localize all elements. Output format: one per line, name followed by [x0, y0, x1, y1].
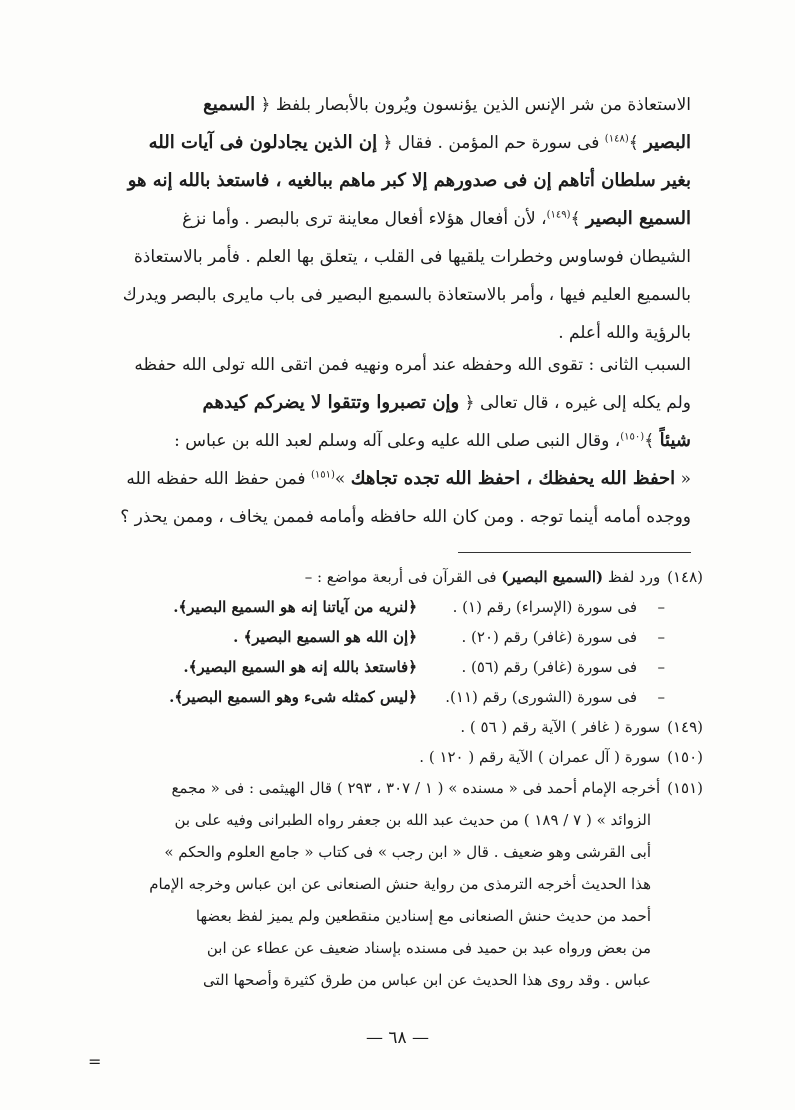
footnote-bold-term: (السميع البصير): [501, 568, 604, 586]
quoted-verse: السميع البصير: [585, 208, 691, 229]
footnote-151-line: الزوائد » ( ٧ / ١٨٩ ) من حديث عبد الله بن جعفر رواه الطبرانى وفيه على بن: [174, 811, 651, 829]
verse-quote: ﴿فاستعذ بالله إنه هو السميع البصير﴾.: [183, 658, 417, 676]
text-line: [103, 238, 691, 276]
paragraph-2: [103, 346, 691, 536]
footnote-number: (١٤٨): [667, 568, 703, 586]
text-line: [103, 200, 691, 238]
text-run: بالرؤية والله أعلم .: [558, 323, 691, 343]
text-run: ﴾: [570, 209, 586, 229]
quoted-verse: احفظ الله يحفظك ، احفظ الله تجده تجاهك: [350, 468, 676, 489]
verse-quote: ﴿لنريه من آياتنا إنه هو السميع البصير﴾.: [173, 598, 417, 616]
footnote-151-line: هذا الحديث أخرجه الترمذى من رواية حنش الصنعانى عن ابن عباس وخرجه الإمام: [149, 875, 651, 893]
text-line: [103, 276, 691, 314]
paragraph-1: [103, 86, 691, 352]
text-line: [103, 346, 691, 384]
footnote-number: (١٥١): [667, 779, 703, 797]
surah-reference: فى سورة (الإسراء) رقم (١) .: [452, 598, 637, 616]
verse-quote: ﴿ليس كمثله شىء وهو السميع البصير﴾.: [169, 688, 417, 706]
text-run: السبب الثانى : تقوى الله وحفظه عند أمره ونهيه فمن اتقى الله تولى الله حفظه: [134, 355, 691, 375]
footnote-151-line: عباس . وقد روى هذا الحديث عن ابن عباس من طرق كثيرة وأصحها التى: [203, 971, 651, 989]
footnote-text: سورة ( غافر ) الآية رقم ( ٥٦ ) .: [460, 718, 661, 736]
quoted-verse: إن الذين يجادلون فى آيات الله: [148, 132, 378, 153]
footnote-number: (١٥٠): [667, 748, 703, 766]
footnote-148-item: [103, 622, 703, 652]
list-dash: –: [657, 658, 665, 676]
quoted-verse: بغير سلطان أتاهم إن فى صدورهم إلا كبر ماهم ببالغيه ، فاستعذ بالله إنه هو: [127, 170, 691, 191]
text-line: [103, 124, 691, 162]
footnote-148-intro: [103, 562, 703, 592]
text-run: ، لأن أفعال هؤلاء أفعال معاينة ترى بالبصر . وأما نزغ: [182, 209, 547, 229]
footnote-separator: [458, 552, 691, 553]
surah-reference: فى سورة (الشورى) رقم (١١).: [445, 688, 637, 706]
footnote-151-line: أحمد من حديث حنش الصنعانى مع إسنادين منقطعين ولم يميز لفظ بعضها: [195, 907, 651, 925]
page-number: — ٦٨ —: [365, 1028, 430, 1048]
footnote-150: [103, 742, 703, 772]
text-run: «: [675, 469, 691, 489]
text-line: [103, 460, 691, 498]
continuation-mark: =: [88, 1052, 102, 1071]
text-run: الاستعاذة من شر الإنس الذين يؤنسون ويُرون بالأبصار بلفظ ﴿: [255, 95, 691, 115]
text-line: [103, 384, 691, 422]
text-line: [103, 86, 691, 124]
footnote-ref: (١٤٩): [546, 209, 571, 221]
text-run: فى سورة حم المؤمن . فقال ﴿: [377, 133, 605, 153]
footnote-ref: (١٤٨): [604, 133, 629, 145]
footnote-151-line: أبى القرشى وهو ضعيف . قال « ابن رجب » فى كتاب « جامع العلوم والحكم »: [164, 843, 651, 861]
footnote-number: (١٤٩): [667, 718, 703, 736]
footnote-text: ورد لفظ: [603, 568, 661, 586]
text-run: الشيطان فوساوس وخطرات يلقيها فى القلب ، يتعلق بها العلم . فأمر بالاستعاذة: [133, 247, 691, 267]
quoted-verse: شيئاً: [659, 430, 691, 451]
footnote-ref: (١٥١): [310, 469, 335, 481]
text-run: »: [334, 469, 351, 489]
footnote-148-item: [103, 592, 703, 622]
verse-quote: ﴿إن الله هو السميع البصير﴾ .: [233, 628, 417, 646]
quoted-verse: البصير: [644, 132, 691, 153]
text-run: ، وقال النبى صلى الله عليه وعلى آله وسلم لعبد الله بن عباس :: [174, 431, 621, 451]
text-run: ﴾: [628, 133, 645, 153]
list-dash: –: [657, 688, 665, 706]
quoted-verse: السميع: [203, 94, 256, 115]
footnote-149: [103, 712, 703, 742]
text-run: ولم يكله إلى غيره ، قال تعالى ﴿: [459, 393, 691, 413]
quoted-verse: وإن تصبروا وتتقوا لا يضركم كيدهم: [202, 392, 460, 413]
footnote-151: [103, 772, 703, 804]
surah-reference: فى سورة (غافر) رقم (٢٠) .: [461, 628, 637, 646]
footnote-ref: (١٥٠): [620, 431, 645, 443]
footnote-151-line: من بعض ورواه عبد بن حميد فى مسنده بإسناد ضعيف عن عطاء عن ابن: [206, 939, 651, 957]
text-run: ﴾: [644, 431, 660, 451]
text-line: [103, 498, 691, 536]
footnote-148-item: [103, 682, 703, 712]
list-dash: –: [657, 628, 665, 646]
text-run: بالسميع العليم فيها ، وأمر بالاستعاذة بالسميع البصير فى باب مايرى بالبصر ويدرك: [122, 285, 691, 305]
footnote-text: سورة ( آل عمران ) الآية رقم ( ١٢٠ ) .: [419, 748, 661, 766]
list-dash: –: [657, 598, 665, 616]
text-run: فمن حفظ الله حفظه الله: [126, 469, 311, 489]
text-run: ووجده أمامه أينما توجه . ومن كان الله حافظه وأمامه فممن يخاف ، وممن يحذر ؟: [120, 507, 691, 527]
footnote-text: أخرجه الإمام أحمد فى « مسنده » ( ١ / ٣٠٧ ، ٢٩٣ ) قال الهيثمى : فى « مجمع: [171, 779, 661, 797]
text-line: [103, 422, 691, 460]
surah-reference: فى سورة (غافر) رقم (٥٦) .: [461, 658, 637, 676]
text-line: [103, 162, 691, 200]
footnote-text: فى القرآن فى أربعة مواضع : –: [304, 568, 502, 586]
footnote-148-item: [103, 652, 703, 682]
footnotes: [103, 562, 703, 996]
